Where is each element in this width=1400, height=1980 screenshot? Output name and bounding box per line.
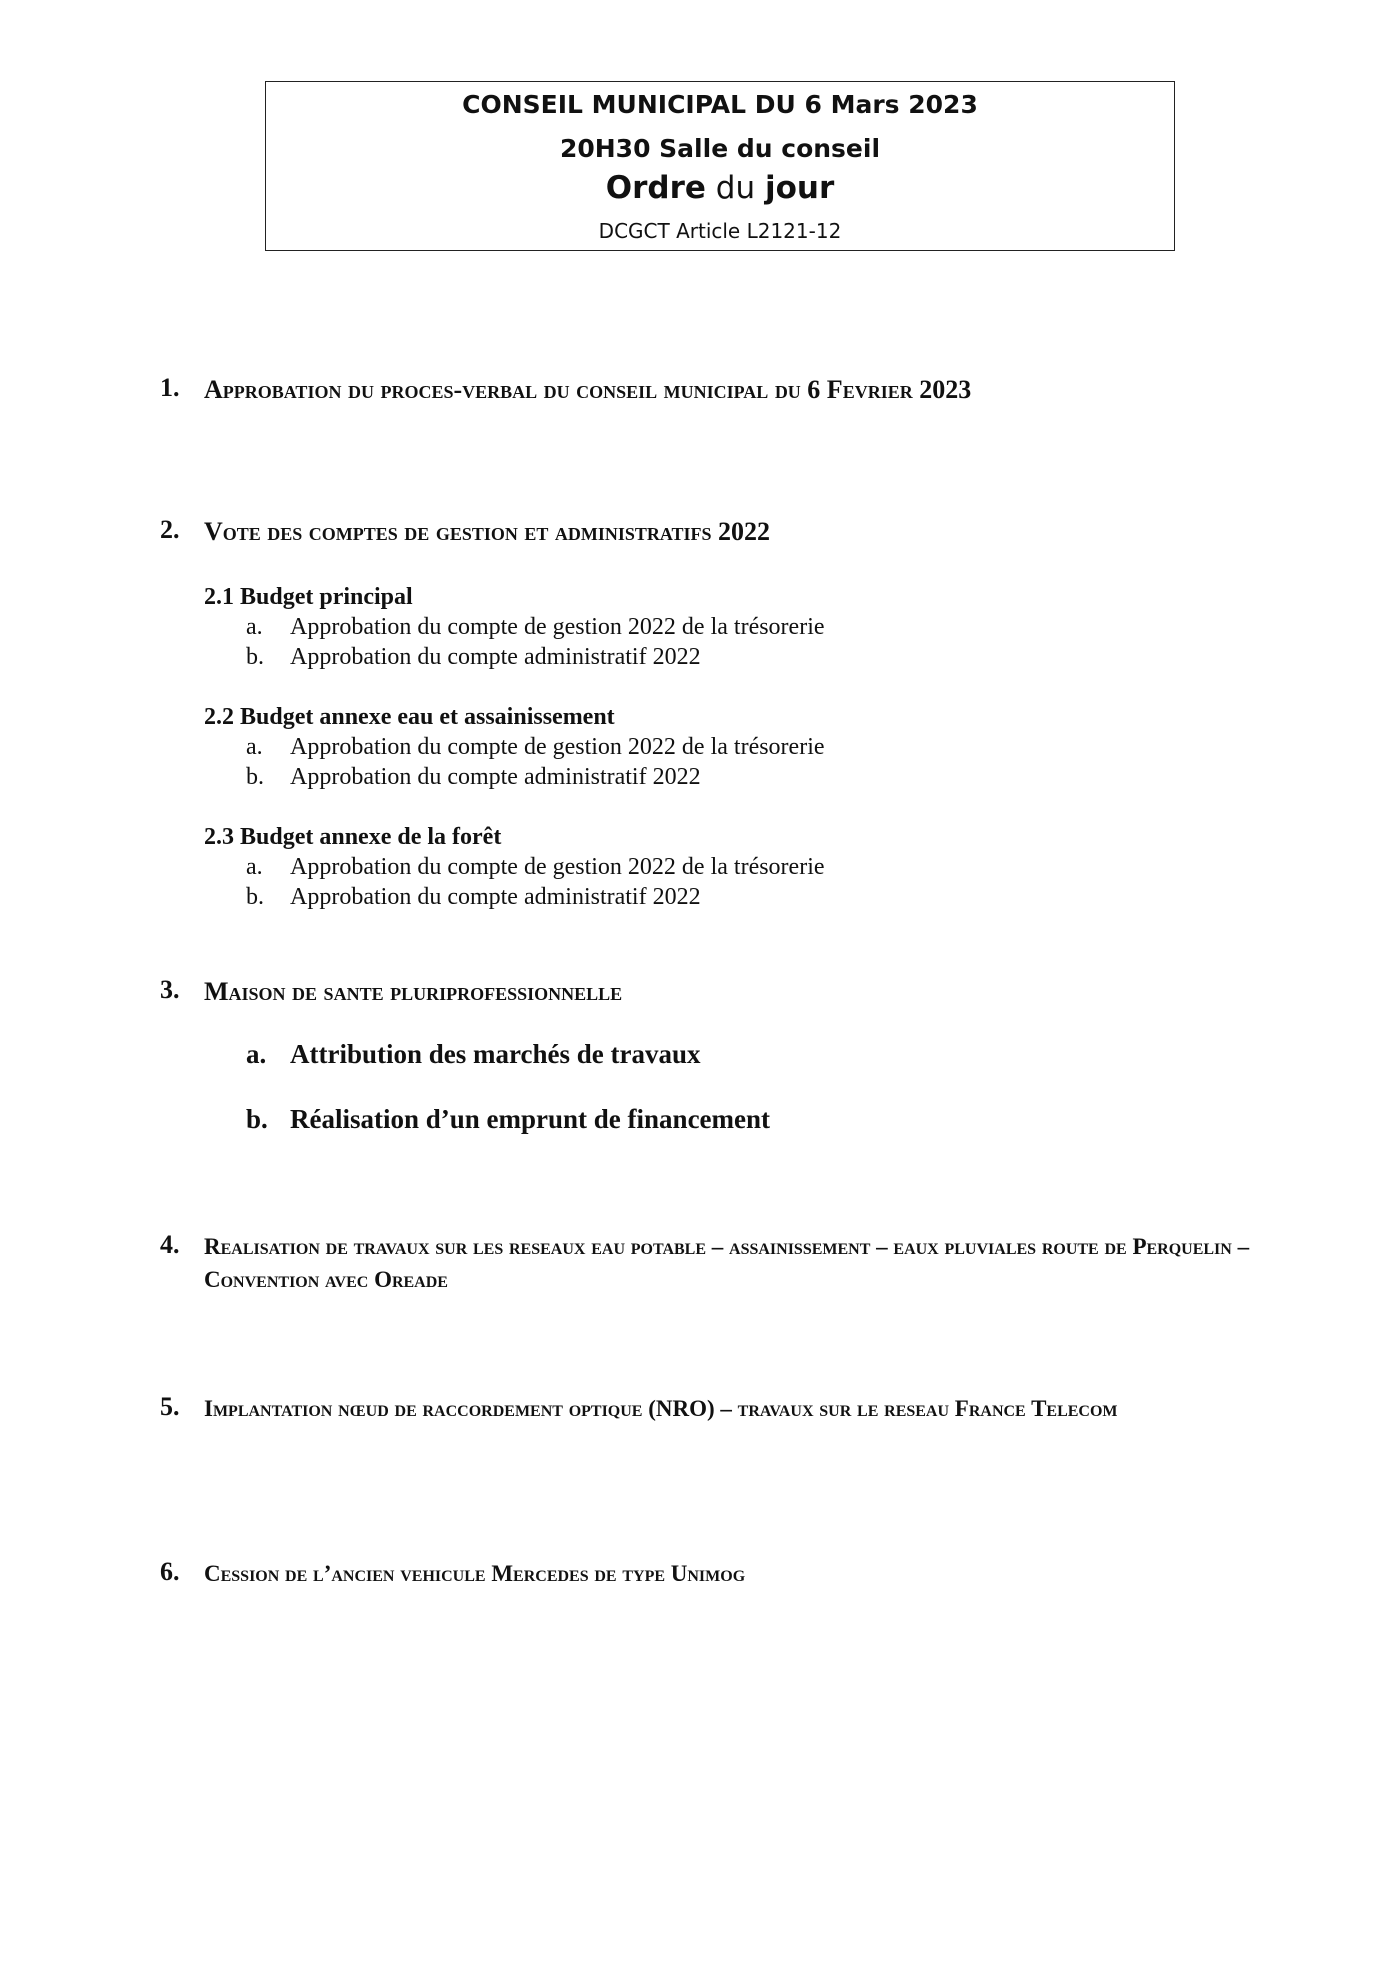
agenda-heading-part3: jour xyxy=(764,170,835,206)
sub-item-text: Attribution des marchés de travaux xyxy=(290,1039,701,1069)
agenda-heading-part2: du xyxy=(715,170,756,206)
item-number: 1. xyxy=(160,373,180,402)
meeting-title: CONSEIL MUNICIPAL DU 6 Mars 2023 xyxy=(462,90,978,119)
sub-item-letter: b. xyxy=(246,764,264,790)
sub-item-letter: a. xyxy=(246,854,263,880)
item-number: 3. xyxy=(160,975,180,1004)
sub-item-letter: a. xyxy=(246,734,263,760)
item-title: Vote des comptes de gestion et administratifs 2022 xyxy=(204,517,771,546)
sub-item-text: Approbation du compte administratif 2022 xyxy=(290,884,701,910)
sub-item-text: Approbation du compte de gestion 2022 de la trésorerie xyxy=(290,854,825,880)
item-number: 2. xyxy=(160,515,180,544)
item-title: Cession de l’ancien vehicule Mercedes de type Unimog xyxy=(204,1561,746,1586)
agenda-heading xyxy=(266,170,1174,206)
sub-item-text: Approbation du compte de gestion 2022 de la trésorerie xyxy=(290,734,825,760)
subsection-heading: 2.3 Budget annexe de la forêt xyxy=(204,824,502,850)
item-number: 5. xyxy=(160,1392,180,1421)
sub-item-text: Approbation du compte administratif 2022 xyxy=(290,764,701,790)
item-number: 4. xyxy=(160,1230,180,1259)
sub-item-text: Approbation du compte administratif 2022 xyxy=(290,644,701,670)
sub-item-letter: a. xyxy=(246,1039,267,1069)
sub-item-letter: b. xyxy=(246,1104,268,1134)
sub-item-letter: b. xyxy=(246,884,264,910)
legal-reference: DCGCT Article L2121-12 xyxy=(598,219,842,243)
meeting-time-place: 20H30 Salle du conseil xyxy=(559,134,881,163)
item-number: 6. xyxy=(160,1557,180,1586)
sub-item-text: Approbation du compte de gestion 2022 de la trésorerie xyxy=(290,614,825,640)
item-title: Maison de sante pluriprofessionnelle xyxy=(204,977,623,1006)
sub-item-letter: a. xyxy=(246,614,263,640)
sub-item-letter: b. xyxy=(246,644,264,670)
item-title: Implantation nœud de raccordement optique (NRO) – travaux sur le reseau France Telecom xyxy=(204,1396,1118,1421)
sub-item-text: Réalisation d’un emprunt de financement xyxy=(290,1104,771,1134)
item-title: Realisation de travaux sur les reseaux eau potable – assainissement – eaux pluviales route de Perquelin – Convention avec Oreade xyxy=(204,1234,1250,1292)
subsection-heading: 2.2 Budget annexe eau et assainissement xyxy=(204,704,615,730)
subsection-heading: 2.1 Budget principal xyxy=(204,584,413,610)
item-title: Approbation du proces-verbal du conseil municipal du 6 Fevrier 2023 xyxy=(204,375,972,404)
agenda-heading-part1: Ordre xyxy=(605,170,706,206)
agenda-header-box xyxy=(265,81,1175,251)
